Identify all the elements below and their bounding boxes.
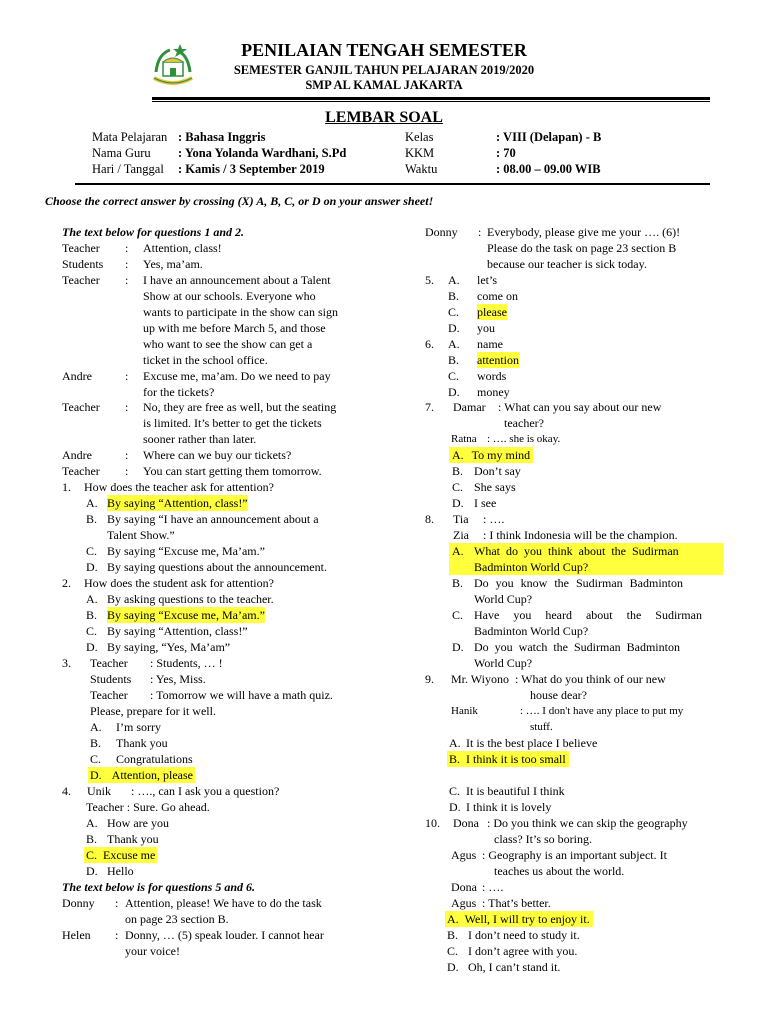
option-text-highlighted: attention — [477, 353, 519, 367]
question-number: 1. — [62, 480, 71, 494]
option-text: let’s — [477, 273, 497, 287]
highlighted-option-row — [445, 911, 593, 927]
option-letter: B. — [449, 752, 461, 766]
meta-value: : Kamis / 3 September 2019 — [178, 162, 325, 176]
question-number: 3. — [62, 656, 71, 670]
option-letter: C. — [86, 544, 98, 558]
meta-value: : 70 — [496, 146, 516, 160]
dialogue-line: on page 23 section B. — [125, 912, 229, 926]
option-letter: D. — [452, 496, 464, 510]
speaker: Andre — [62, 448, 92, 462]
option-text: World Cup? — [474, 656, 533, 670]
option-letter: D. — [86, 864, 98, 878]
dialogue-line: stuff. — [530, 721, 553, 733]
option-text: By asking questions to the teacher. — [107, 592, 274, 606]
option-letter: A. — [448, 337, 460, 351]
option-letter: B. — [452, 464, 464, 478]
speaker: Ratna — [451, 433, 477, 445]
dialogue-line: : …. she is okay. — [487, 433, 561, 445]
option-text: How are you — [107, 816, 169, 830]
colon: : — [125, 400, 129, 414]
dialogue-line: sooner rather than later. — [143, 432, 257, 446]
option-text: I think it is lovely — [466, 800, 552, 814]
sheet-title: LEMBAR SOAL — [325, 109, 443, 126]
option-text: By saying “Excuse me, Ma’am.” — [107, 544, 265, 558]
colon: : — [115, 896, 119, 910]
option-letter: C. — [90, 752, 102, 766]
semester-subtitle: SEMESTER GANJIL TAHUN PELAJARAN 2019/2020 — [233, 63, 535, 77]
colon: : — [478, 225, 482, 239]
option-text: By saying “Attention, class!” — [107, 624, 248, 638]
passage-heading: The text below is for questions 5 and 6. — [62, 880, 256, 894]
option-letter: D. — [90, 768, 102, 782]
speaker: Helen — [62, 928, 91, 942]
question-number: 6. — [425, 337, 434, 351]
dialogue-line: house dear? — [530, 688, 587, 702]
colon: : — [115, 928, 119, 942]
option-text-highlighted: Excuse me — [103, 848, 156, 862]
speaker: Students — [90, 672, 132, 686]
speaker: Agus — [451, 896, 477, 910]
dialogue-line: I have an announcement about a Talent — [143, 273, 331, 287]
dialogue-line: up with me before March 5, and those — [143, 321, 326, 335]
dialogue-line: : Geography is an important subject. It — [482, 848, 667, 862]
speaker: Mr. Wiyono — [451, 672, 509, 686]
speaker: Teacher — [62, 464, 100, 478]
option-text: Do you know the Sudirman Badminton — [474, 576, 683, 590]
option-text: I don’t agree with you. — [468, 944, 578, 958]
option-letter: C. — [86, 624, 98, 638]
passage-heading: The text below for questions 1 and 2. — [62, 225, 245, 239]
option-text-highlighted: Badminton World Cup? — [474, 560, 589, 574]
speaker: Hanik — [451, 705, 478, 717]
question-number: 5. — [425, 273, 434, 287]
meta-value: : 08.00 – 09.00 WIB — [496, 162, 601, 176]
dialogue-line: : That’s better. — [482, 896, 551, 910]
dialogue-line: Teacher : Sure. Go ahead. — [86, 800, 210, 814]
option-letter: C. — [449, 784, 461, 798]
speaker: Teacher — [62, 273, 100, 287]
dialogue-line: Attention, please! We have to do the task — [125, 896, 322, 910]
question-number: 10. — [425, 816, 440, 830]
speaker: Teacher — [62, 400, 100, 414]
highlighted-option-row — [447, 751, 569, 767]
option-text: words — [477, 369, 507, 383]
option-letter: B. — [452, 576, 464, 590]
dialogue-line: Attention, class! — [143, 241, 222, 255]
dialogue-line: because our teacher is sick today. — [487, 257, 647, 271]
option-letter: A. — [452, 544, 464, 558]
dialogue-line: : I think Indonesia will be the champion. — [483, 528, 678, 542]
dialogue-line: Yes, ma’am. — [143, 257, 203, 271]
option-letter: C. — [448, 305, 460, 319]
meta-divider — [75, 183, 710, 185]
dialogue-line: Please, prepare for it well. — [90, 704, 216, 718]
option-text-highlighted: By saying “Excuse me, Ma’am.” — [107, 608, 265, 622]
meta-label: KKM — [405, 146, 435, 160]
highlighted-option-row — [88, 767, 195, 783]
option-text: She says — [474, 480, 516, 494]
option-text: name — [477, 337, 503, 351]
question-text: How does the student ask for attention? — [84, 576, 274, 590]
speaker: Donny — [425, 225, 458, 239]
dialogue-line: : …., can I ask you a question? — [131, 784, 280, 798]
header-divider-thin — [152, 101, 710, 102]
dialogue-line: Please do the task on page 23 section B — [487, 241, 677, 255]
option-letter: A. — [452, 448, 464, 462]
dialogue-line: No, they are free as well, but the seating — [143, 400, 337, 414]
option-letter: B. — [448, 289, 460, 303]
instruction: Choose the correct answer by crossing (X) A, B, C, or D on your answer sheet! — [45, 194, 434, 208]
speaker: Teacher — [90, 688, 128, 702]
speaker: Donny — [62, 896, 95, 910]
option-text: Do you watch the Sudirman Badminton — [474, 640, 680, 654]
option-letter: D. — [448, 321, 460, 335]
dialogue-line: Show at our schools. Everyone who — [143, 289, 316, 303]
option-letter: C. — [452, 480, 464, 494]
option-text: Thank you — [107, 832, 159, 846]
speaker: Zia — [453, 528, 469, 542]
dialogue-line: Excuse me, ma’am. Do we need to pay — [143, 369, 331, 383]
option-letter: A. — [447, 912, 459, 926]
dialogue-line: : Tomorrow we will have a math quiz. — [150, 688, 333, 702]
meta-label: Kelas — [405, 130, 434, 144]
option-letter: A. — [448, 273, 460, 287]
dialogue-line: : Do you think we can skip the geography — [487, 816, 688, 830]
option-text: come on — [477, 289, 518, 303]
option-letter: B. — [86, 608, 98, 622]
question-number: 8. — [425, 512, 434, 526]
speaker: Teacher — [90, 656, 128, 670]
colon: : — [125, 273, 129, 287]
question-number: 9. — [425, 672, 434, 686]
option-text: I don’t need to study it. — [468, 928, 580, 942]
speaker: Unik — [87, 784, 111, 798]
speaker: Dona — [453, 816, 479, 830]
meta-value: : Bahasa Inggris — [178, 130, 266, 144]
colon: : — [125, 464, 129, 478]
option-letter: B. — [86, 832, 98, 846]
speaker: Agus — [451, 848, 477, 862]
question-number: 7. — [425, 400, 434, 414]
meta-label: Mata Pelajaran — [92, 130, 168, 144]
speaker: Dona — [451, 880, 477, 894]
dialogue-line: who want to see the show can get a — [143, 337, 313, 351]
school-name: SMP AL KAMAL JAKARTA — [305, 78, 463, 92]
option-text: By saying “I have an announcement about a — [107, 512, 319, 526]
option-text-highlighted: Attention, please — [111, 768, 193, 782]
option-text: It is the best place I believe — [466, 736, 598, 750]
option-text: money — [477, 385, 510, 399]
option-text: Hello — [107, 864, 134, 878]
dialogue-line: : Yes, Miss. — [150, 672, 206, 686]
dialogue-line: Donny, … (5) speak louder. I cannot hear — [125, 928, 324, 942]
option-letter: A. — [86, 592, 98, 606]
option-text: Talent Show.” — [107, 528, 175, 542]
option-letter: D. — [447, 960, 459, 974]
header-divider — [152, 97, 710, 100]
option-letter: C. — [448, 369, 460, 383]
option-letter: B. — [86, 512, 98, 526]
option-letter: B. — [448, 353, 460, 367]
speaker: Tia — [453, 512, 469, 526]
option-letter: D. — [86, 560, 98, 574]
speaker: Students — [62, 257, 104, 271]
option-letter: D. — [452, 640, 464, 654]
dialogue-line: is limited. It’s better to get the tickets — [143, 416, 322, 430]
colon: : — [125, 369, 129, 383]
dialogue-line: ticket in the school office. — [143, 353, 268, 367]
highlighted-option-row — [449, 447, 533, 463]
option-text: Have you heard about the Sudirman — [474, 608, 702, 622]
dialogue-line: : …. I don't have any place to put my — [520, 705, 684, 717]
option-text: World Cup? — [474, 592, 533, 606]
option-text: I see — [474, 496, 497, 510]
meta-label: Hari / Tanggal — [92, 162, 164, 176]
meta-label: Nama Guru — [92, 146, 151, 160]
option-text: Oh, I can’t stand it. — [468, 960, 561, 974]
question-text: How does the teacher ask for attention? — [84, 480, 274, 494]
option-letter: C. — [452, 608, 464, 622]
option-text-highlighted: I think it is too small — [466, 752, 566, 766]
dialogue-line: class? It’s so boring. — [494, 832, 592, 846]
dialogue-line: teaches us about the world. — [494, 864, 625, 878]
colon: : — [125, 257, 129, 271]
option-text: Badminton World Cup? — [474, 624, 589, 638]
option-text: By saying questions about the announcement. — [107, 560, 327, 574]
option-letter: D. — [448, 385, 460, 399]
dialogue-line: : Students, … ! — [150, 656, 223, 670]
speaker: Andre — [62, 369, 92, 383]
meta-label: Waktu — [405, 162, 438, 176]
option-letter: A. — [90, 720, 102, 734]
option-text: I’m sorry — [116, 720, 161, 734]
option-letter: A. — [449, 736, 461, 750]
option-text-highlighted: Well, I will try to enjoy it. — [464, 912, 590, 926]
dialogue-line: for the tickets? — [143, 385, 215, 399]
option-letter: D. — [86, 640, 98, 654]
dialogue-line: : What do you think of our new — [515, 672, 666, 686]
option-text: Thank you — [116, 736, 168, 750]
dialogue-line: You can start getting them tomorrow. — [143, 464, 322, 478]
dialogue-line: teacher? — [504, 416, 544, 430]
colon: : — [125, 241, 129, 255]
meta-value: : VIII (Delapan) - B — [496, 130, 602, 144]
option-text-highlighted: What do you think about the Sudirman — [474, 544, 679, 558]
option-letter: B. — [90, 736, 102, 750]
colon: : — [125, 448, 129, 462]
dialogue-line: Everybody, please give me your …. (6)! — [487, 225, 681, 239]
option-text-highlighted: To my mind — [471, 448, 531, 462]
question-number: 2. — [62, 576, 71, 590]
option-text-highlighted: please — [477, 305, 507, 319]
dialogue-line: Where can we buy our tickets? — [143, 448, 292, 462]
option-text: Congratulations — [116, 752, 193, 766]
highlighted-option-row — [84, 847, 157, 863]
option-text: Don’t say — [474, 464, 521, 478]
meta-value: : Yona Yolanda Wardhani, S.Pd — [178, 146, 347, 160]
option-letter: D. — [449, 800, 461, 814]
dialogue-line: wants to participate in the show can sign — [143, 305, 338, 319]
question-number: 4. — [62, 784, 71, 798]
option-letter: A. — [86, 496, 98, 510]
speaker: Teacher — [62, 241, 100, 255]
dialogue-line: : What can you say about our new — [498, 400, 662, 414]
option-text: you — [477, 321, 495, 335]
dialogue-line: : …. — [482, 880, 504, 894]
option-text-highlighted: By saying “Attention, class!” — [107, 496, 248, 510]
option-text: It is beautiful I think — [466, 784, 565, 798]
option-text: By saying, “Yes, Ma’am” — [107, 640, 231, 654]
option-letter: C. — [86, 848, 98, 862]
dialogue-line: your voice! — [125, 944, 180, 958]
speaker: Damar — [453, 400, 486, 414]
option-letter: C. — [447, 944, 459, 958]
dialogue-line: : …. — [483, 512, 505, 526]
option-letter: B. — [447, 928, 459, 942]
option-letter: A. — [86, 816, 98, 830]
page-title: PENILAIAN TENGAH SEMESTER — [241, 40, 527, 60]
